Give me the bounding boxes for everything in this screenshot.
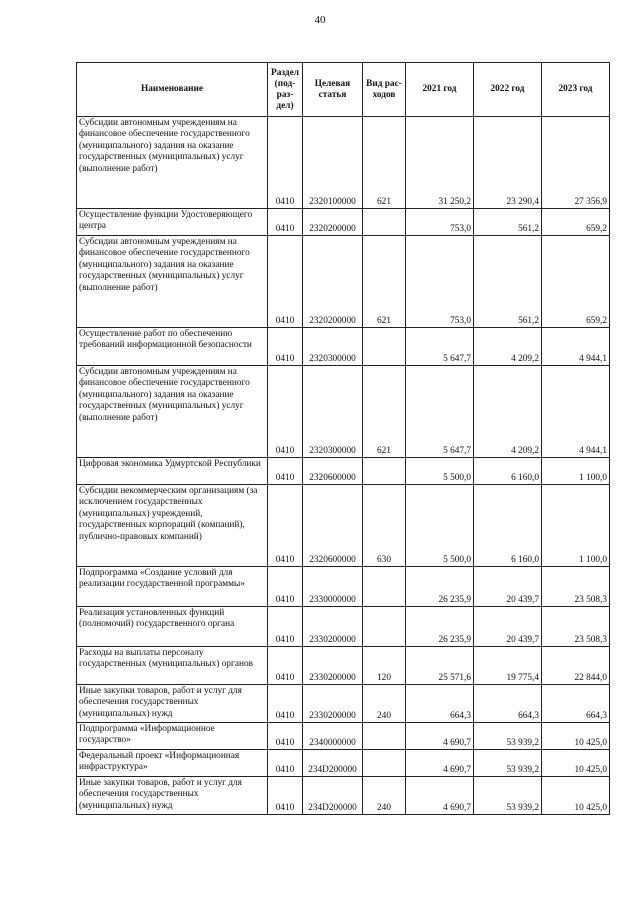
row-type — [363, 567, 406, 607]
table-row — [77, 485, 610, 567]
header-2023: 2023 год — [542, 63, 610, 117]
row-2023: 10 425,0 — [542, 777, 610, 815]
row-2022: 20 439,7 — [474, 567, 542, 607]
budget-table — [76, 62, 610, 815]
row-section: 0410 — [268, 458, 303, 485]
row-target: 2320300000 — [303, 328, 363, 366]
row-name: Субсидии автономным учреждениям на финансовое обеспечение государственного (муниципального) задания на оказание государственных (муниципальных) услуг (выполнение работ) — [77, 117, 268, 209]
row-2021: 5 647,7 — [406, 328, 474, 366]
row-2023: 659,2 — [542, 209, 610, 236]
row-type: 621 — [363, 117, 406, 209]
row-2021: 4 690,7 — [406, 777, 474, 815]
row-2021: 4 690,7 — [406, 723, 474, 750]
row-name: Субсидии автономным учреждениям на финансовое обеспечение государственного (муниципального) задания на оказание государственных (муниципальных) услуг (выполнение работ) — [77, 236, 268, 328]
row-2021: 5 500,0 — [406, 485, 474, 567]
row-2023: 23 508,3 — [542, 607, 610, 647]
row-2021: 26 235,9 — [406, 567, 474, 607]
row-2021: 25 571,6 — [406, 647, 474, 685]
row-type: 630 — [363, 485, 406, 567]
row-target: 2320200000 — [303, 236, 363, 328]
row-2023: 23 508,3 — [542, 567, 610, 607]
row-2021: 31 250,2 — [406, 117, 474, 209]
row-2022: 561,2 — [474, 236, 542, 328]
row-target: 2320600000 — [303, 458, 363, 485]
row-2021: 5 647,7 — [406, 366, 474, 458]
row-section: 0410 — [268, 485, 303, 567]
header-section: Раздел (под-раз-дел) — [268, 63, 303, 117]
row-name: Федеральный проект «Информационная инфраструктура» — [77, 750, 268, 777]
row-2023: 659,2 — [542, 236, 610, 328]
row-section: 0410 — [268, 236, 303, 328]
row-2022: 19 775,4 — [474, 647, 542, 685]
page-number: 40 — [314, 14, 326, 26]
row-section: 0410 — [268, 117, 303, 209]
row-2021: 753,0 — [406, 236, 474, 328]
row-type: 621 — [363, 366, 406, 458]
row-target: 2330200000 — [303, 607, 363, 647]
row-2022: 53 939,2 — [474, 777, 542, 815]
row-target: 2320100000 — [303, 117, 363, 209]
row-name: Субсидии некоммерческим организациям (за исключением государственных (муниципальных) учреждений, государственных корпораций (компаний), публично-правовых компаний) — [77, 485, 268, 567]
row-section: 0410 — [268, 366, 303, 458]
table-row — [77, 366, 610, 458]
row-name: Реализация установленных функций (полномочий) государственного органа — [77, 607, 268, 647]
row-target: 2320200000 — [303, 209, 363, 236]
row-2023: 1 100,0 — [542, 485, 610, 567]
row-target: 2330000000 — [303, 567, 363, 607]
row-type — [363, 750, 406, 777]
row-type — [363, 607, 406, 647]
row-2023: 1 100,0 — [542, 458, 610, 485]
header-expense-type: Вид рас-ходов — [363, 63, 406, 117]
row-section: 0410 — [268, 567, 303, 607]
row-section: 0410 — [268, 607, 303, 647]
row-2021: 26 235,9 — [406, 607, 474, 647]
row-2021: 4 690,7 — [406, 750, 474, 777]
row-name: Осуществление функции Удостоверяющего центра — [77, 209, 268, 236]
header-2021: 2021 год — [406, 63, 474, 117]
table-row — [77, 209, 610, 236]
row-2023: 27 356,9 — [542, 117, 610, 209]
row-2022: 6 160,0 — [474, 458, 542, 485]
row-name: Иные закупки товаров, работ и услуг для обеспечения государственных (муниципальных) нужд — [77, 685, 268, 723]
row-2023: 22 844,0 — [542, 647, 610, 685]
row-2022: 6 160,0 — [474, 485, 542, 567]
row-name: Подпрограмма «Информационное государство» — [77, 723, 268, 750]
row-2023: 4 944,1 — [542, 328, 610, 366]
row-section: 0410 — [268, 209, 303, 236]
row-type: 120 — [363, 647, 406, 685]
row-section: 0410 — [268, 647, 303, 685]
header-name: Наименование — [77, 63, 268, 117]
row-name: Субсидии автономным учреждениям на финансовое обеспечение государственного (муниципального) задания на оказание государственных (муниципальных) услуг (выполнение работ) — [77, 366, 268, 458]
row-name: Подпрограмма «Создание условий для реализации государственной программы» — [77, 567, 268, 607]
row-section: 0410 — [268, 777, 303, 815]
table-row — [77, 458, 610, 485]
row-2023: 664,3 — [542, 685, 610, 723]
row-target: 2340000000 — [303, 723, 363, 750]
row-2023: 10 425,0 — [542, 750, 610, 777]
row-2022: 4 209,2 — [474, 366, 542, 458]
row-type — [363, 458, 406, 485]
table-row — [77, 723, 610, 750]
row-2022: 664,3 — [474, 685, 542, 723]
row-target: 234D200000 — [303, 750, 363, 777]
row-target: 2320300000 — [303, 366, 363, 458]
row-2022: 4 209,2 — [474, 328, 542, 366]
row-target: 2320600000 — [303, 485, 363, 567]
row-2022: 53 939,2 — [474, 723, 542, 750]
row-target: 2330200000 — [303, 685, 363, 723]
row-target: 234D200000 — [303, 777, 363, 815]
row-section: 0410 — [268, 685, 303, 723]
row-2023: 4 944,1 — [542, 366, 610, 458]
row-2022: 23 290,4 — [474, 117, 542, 209]
row-type — [363, 723, 406, 750]
row-target: 2330200000 — [303, 647, 363, 685]
table-header-row — [77, 63, 610, 117]
table-row — [77, 777, 610, 815]
row-2021: 664,3 — [406, 685, 474, 723]
row-type — [363, 209, 406, 236]
row-section: 0410 — [268, 750, 303, 777]
table-row — [77, 685, 610, 723]
row-2023: 10 425,0 — [542, 723, 610, 750]
row-2021: 753,0 — [406, 209, 474, 236]
table-row — [77, 328, 610, 366]
row-type — [363, 328, 406, 366]
table-row — [77, 117, 610, 209]
row-2022: 561,2 — [474, 209, 542, 236]
row-type: 621 — [363, 236, 406, 328]
row-type: 240 — [363, 685, 406, 723]
table-row — [77, 750, 610, 777]
header-2022: 2022 год — [474, 63, 542, 117]
row-2022: 20 439,7 — [474, 607, 542, 647]
row-2021: 5 500,0 — [406, 458, 474, 485]
table-row — [77, 567, 610, 607]
row-name: Расходы на выплаты персоналу государственных (муниципальных) органов — [77, 647, 268, 685]
table-row — [77, 647, 610, 685]
row-section: 0410 — [268, 723, 303, 750]
row-name: Иные закупки товаров, работ и услуг для обеспечения государственных (муниципальных) нужд — [77, 777, 268, 815]
row-type: 240 — [363, 777, 406, 815]
row-name: Осуществление работ по обеспечению требований информационной безопасности — [77, 328, 268, 366]
row-name: Цифровая экономика Удмуртской Республики — [77, 458, 268, 485]
table-row — [77, 607, 610, 647]
header-target: Целевая статья — [303, 63, 363, 117]
row-section: 0410 — [268, 328, 303, 366]
row-2022: 53 939,2 — [474, 750, 542, 777]
table-row — [77, 236, 610, 328]
